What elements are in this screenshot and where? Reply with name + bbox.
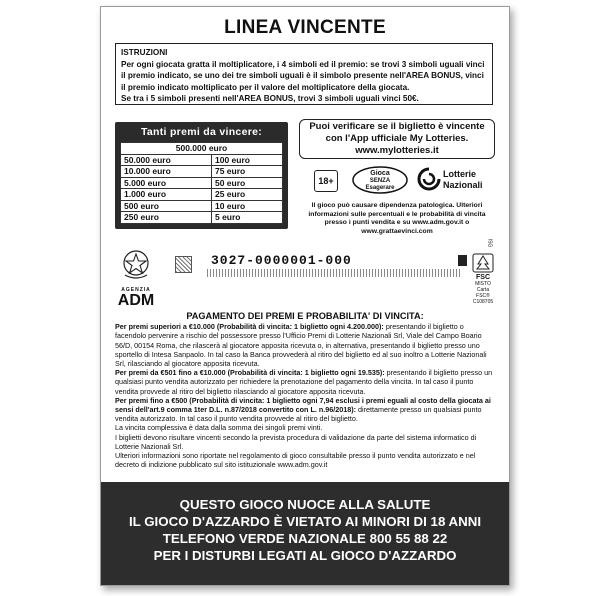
qr-code <box>175 256 192 273</box>
lotterie-text <box>443 169 483 190</box>
verify-line: Puoi verificare se il biglietto è vincente <box>309 121 485 132</box>
lotterie-line: Nazionali <box>443 179 483 190</box>
adm-name: ADM <box>117 292 155 309</box>
italian-emblem-icon <box>121 247 151 281</box>
payment-paragraph: I biglietti devono risultare vincenti secondo la prevista procedura di validazione da parte del sistema informatico di Lotterie Nazionali Srl. <box>115 432 477 451</box>
age-18-badge: 18+ <box>314 170 338 192</box>
payment-tier-title: Per premi da €501 fino a €10.000 (Probabilità di vincita: 1 biglietto ogni 19.535): <box>115 368 385 378</box>
payment-paragraph: La vincita complessiva è data dalla somma dei singoli premi vinti. <box>115 423 323 433</box>
fsc-sub1: MISTO <box>475 281 491 287</box>
serial-marker <box>458 255 467 266</box>
payment-tier-text: direttamente presso un qualsiasi punto vendita autorizzato. In tal caso il punto vendita provvede al ritiro del biglietto. <box>115 405 482 424</box>
prize-cell: 10 euro <box>211 200 282 212</box>
health-warning-footer <box>101 482 509 585</box>
table-row <box>121 177 283 189</box>
prize-cell: 50.000 euro <box>121 154 212 166</box>
instructions-box <box>115 43 493 105</box>
table-row <box>121 143 283 155</box>
prize-cell: 50 euro <box>211 177 282 189</box>
esagerare-word: Esagerare <box>365 185 395 191</box>
barcode-stripe <box>207 269 461 277</box>
payment-paragraph: Ulteriori informazioni sono riportate nel regolamento di gioco consultabile presso il punto vendita autorizzato e nel decreto di indizione pubblicato sul sito istituzionale www.adm.gov.it <box>115 451 476 470</box>
fsc-sub2: Carta <box>476 287 490 293</box>
payment-tier-title: Per premi superiori a €10.000 (Probabilità di vincita: 1 biglietto ogni 4.200.000): <box>115 322 384 332</box>
payment-paragraph <box>115 368 495 396</box>
footer-line: TELEFONO VERDE NAZIONALE 800 55 88 22 <box>162 531 448 546</box>
table-row <box>121 189 283 201</box>
footer-line: PER I DISTURBI LEGATI AL GIOCO D'AZZARDO <box>153 548 457 563</box>
footer-line: IL GIOCO D'AZZARDO È VIETATO AI MINORI DI 18 ANNI <box>128 514 482 529</box>
prize-cell: 100 euro <box>211 154 282 166</box>
fsc-label: FSC <box>476 274 490 281</box>
prize-cell: 5.000 euro <box>121 177 212 189</box>
table-row <box>121 154 283 166</box>
gioca-word: Gioca <box>370 170 390 177</box>
payment-section <box>115 312 495 469</box>
instructions-text: Per ogni giocata gratta il moltiplicatore, i 4 simboli ed il premio: se trovi 3 simboli uguali vinci il premio indicato, se uno dei tre simboli uguali è il simbolo presente nell'AREA BONUS, vinci il premio indicato moltiplicato per il valore del moltiplicatore della giocata. <box>121 59 485 92</box>
footer-line: QUESTO GIOCO NUOCE ALLA SALUTE <box>179 497 431 512</box>
payment-heading: PAGAMENTO DEI PREMI E PROBABILITA' DI VINCITA: <box>186 311 424 321</box>
verify-url: www.mylotteries.it <box>355 145 439 156</box>
prize-cell: 1.000 euro <box>121 189 212 201</box>
prize-cell: 5 euro <box>211 212 282 224</box>
instructions-bonus: Se tra i 5 simboli presenti nell'AREA BONUS, trovi 3 simboli uguali vinci 50€. <box>121 94 419 103</box>
prize-table <box>120 142 283 224</box>
lotterie-swirl-icon <box>417 167 441 191</box>
senza-word: SENZA <box>369 178 391 184</box>
lotterie-line: Lotterie <box>443 169 477 179</box>
payment-paragraph <box>115 322 495 368</box>
prize-cell: 25 euro <box>211 189 282 201</box>
prize-table-panel <box>115 122 288 229</box>
lottery-ticket-back <box>100 6 510 586</box>
dependency-warning: Il gioco può causare dipendenza patologica. Ulteriori informazioni sulle percentuali e le probabilità di vincita presso i punti vendita e su www.adm.gov.it o www.grattaevinci.com <box>308 202 486 235</box>
table-row <box>121 212 283 224</box>
prize-cell: 500 euro <box>121 200 212 212</box>
verify-box <box>299 119 495 159</box>
lotterie-nazionali-logo <box>417 167 497 193</box>
verify-line: con l'App ufficiale My Lotteries. <box>325 133 469 144</box>
serial-number: 3027-0000001-000 <box>211 253 352 268</box>
adm-agency: AGENZIA <box>121 287 151 293</box>
prize-cell: 10.000 euro <box>121 166 212 178</box>
fsc-tree-icon <box>472 253 494 273</box>
gioca-senza-esagerare-logo <box>351 165 409 195</box>
prize-cell: 250 euro <box>121 212 212 224</box>
payment-tier-text: presentando il biglietto o facendolo pervenire a rischio del possessore presso l'Ufficio Premi di Lotterie Nazionali Srl, Viale del Campo Boario 56/D, 00154 Roma, che rilascerà al giocatore apposita ricevuta o, in alternativa, presentando il biglietto presso uno sportello di Intesa Sanpaolo. In tal caso la Banca provvederà al ritiro del biglietto ed al suo inoltro a Lotterie Nazionali Srl, rilasciando al giocatore apposita ricevuta. <box>115 322 487 369</box>
payment-tier-title: Per premi fino a €500 (Probabilità di vincita: 1 biglietto ogni 7,94 esclusi i premi eguali al costo della giocata ai sensi dell'art.9 comma 1ter D.L. n.87/2018 convertito con L. n.96/2018): <box>115 395 491 415</box>
ticket-title: LINEA VINCENTE <box>224 17 386 38</box>
side-code: ISG <box>486 238 493 248</box>
payment-tier-text: presentando il biglietto presso un qualsiasi punto vendita autorizzato per richiedere la prenotazione del pagamento della vincita. In tal caso il punto vendita provvede al ritiro del biglietto rilasciando al giocatore apposita ricevuta. <box>115 368 493 396</box>
prize-table-heading: Tanti premi da vincere: <box>140 126 263 138</box>
table-row <box>121 200 283 212</box>
prize-top: 500.000 euro <box>121 143 283 155</box>
payment-paragraph <box>115 396 495 424</box>
table-row <box>121 166 283 178</box>
adm-logo <box>115 247 157 309</box>
fsc-code: FSC® C108705 <box>472 293 494 305</box>
fsc-logo <box>467 253 499 305</box>
prize-cell: 75 euro <box>211 166 282 178</box>
instructions-heading: ISTRUZIONI <box>121 48 168 57</box>
